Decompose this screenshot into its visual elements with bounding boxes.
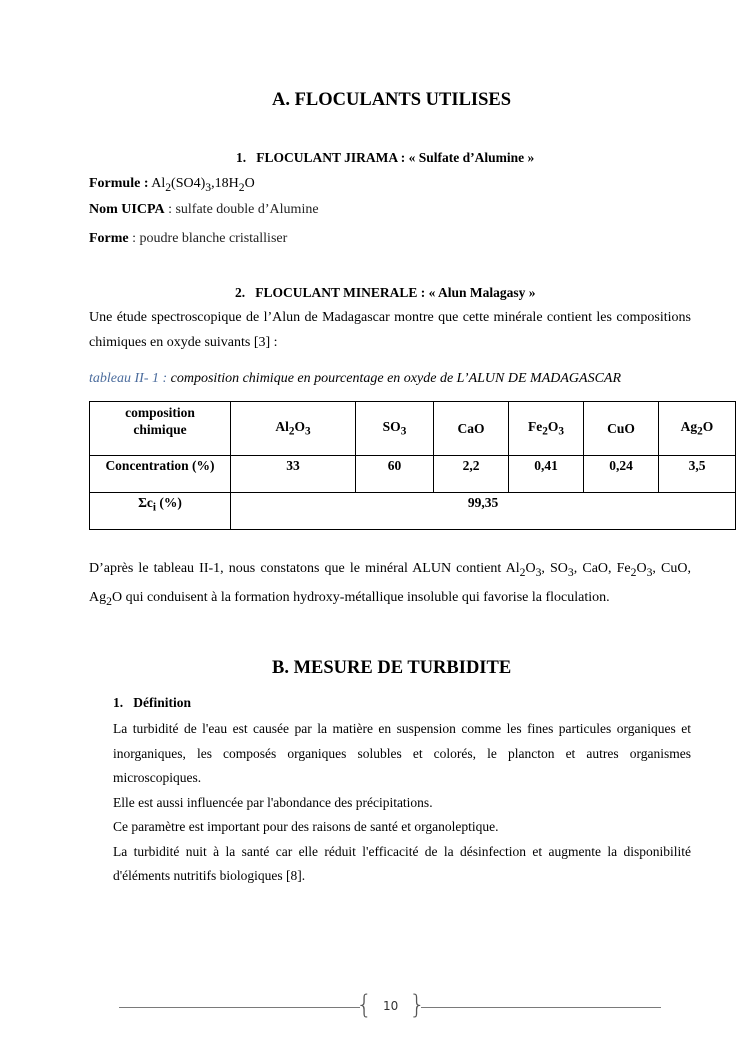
footer-rule-right: [421, 1007, 661, 1008]
formule-label: Formule :: [89, 176, 149, 191]
page-number: 10: [383, 999, 399, 1013]
concentration-label: Concentration (%): [90, 456, 231, 493]
nom-label: Nom UICPA: [89, 202, 165, 217]
definition-heading: 1. Définition: [113, 695, 192, 710]
concentration-value: 60: [356, 456, 434, 493]
nom-value: : sulfate double d’Alumine: [164, 202, 319, 217]
definition-paragraph: La turbidité nuit à la santé car elle réduit l'efficacité de la désinfection et augmente la disponibilité d'éléments nutritifs biologiques [8].: [113, 843, 691, 883]
table-row: [90, 456, 736, 493]
definition-body: [113, 717, 691, 889]
caption-label: tableau II- 1 :: [89, 371, 171, 386]
col-header-so3: $SO_3$: [356, 402, 434, 456]
table-caption: [89, 371, 621, 387]
caption-text: composition chimique en pourcentage en oxyde de L’ALUN DE MADAGASCAR: [170, 371, 622, 386]
concentration-value: 2,2: [434, 456, 509, 493]
forme-line: [89, 231, 287, 247]
col-header-cao: CaO: [434, 402, 509, 456]
sub2-heading: 2. FLOCULANT MINERALE : « Alun Malagasy »: [235, 285, 536, 300]
nom-line: [89, 202, 319, 218]
footer-brace-left: {: [356, 990, 373, 1020]
definition-paragraph: Elle est aussi influencée par l'abondance des précipitations.: [113, 794, 433, 810]
col-header-fe2o3: $Fe_2O_3$: [509, 402, 584, 456]
forme-value: : poudre blanche cristalliser: [128, 231, 288, 246]
formule-line: [89, 176, 255, 194]
sub2-intro: Une étude spectroscopique de l’Alun de Madagascar montre que cette minérale contient les compositions chimiques en oxyde suivants [3] :: [89, 310, 691, 350]
definition-paragraph: La turbidité de l'eau est causée par la matière en suspension comme les fines particules organiques et inorganiques, les composés organiques solubles et colorés, le plancton et autres organismes microscopiques.: [113, 721, 691, 785]
col-header-cuo: CuO: [584, 402, 659, 456]
table-row: [90, 493, 736, 530]
sum-value: 99,35: [231, 493, 736, 530]
forme-label: Forme: [89, 231, 129, 246]
concentration-value: 0,41: [509, 456, 584, 493]
footer-rule-left: [119, 1007, 360, 1008]
footer-brace-right: }: [409, 990, 426, 1020]
concentration-value: 0,24: [584, 456, 659, 493]
section-a-title: A. FLOCULANTS UTILISES: [272, 90, 512, 110]
table-header-row: [90, 402, 736, 456]
conclusion-paragraph: D’après le tableau II-1, nous constatons que le minéral ALUN contient $Al_2O_3$, $SO_3$, CaO, $Fe_2O_3$, CuO, $Ag_2O$ qui conduisent à la formation hydroxy-métallique insoluble qui favorise la floculation.: [89, 561, 691, 608]
sub1-heading: 1. FLOCULANT JIRAMA : « Sulfate d’Alumine »: [236, 150, 535, 165]
concentration-value: 33: [231, 456, 356, 493]
concentration-value: 3,5: [659, 456, 736, 493]
composition-table: [89, 401, 736, 530]
sum-label: $\Sigma c_i$ (%): [90, 493, 231, 530]
col-header-al2o3: $Al_2O_3$: [231, 402, 356, 456]
formule-value: $Al_2(SO4)_3,18H_2O$: [151, 176, 255, 194]
row-header-cell: composition chimique: [90, 402, 231, 456]
col-header-ag2o: $Ag_2O$: [659, 402, 736, 456]
definition-paragraph: Ce paramètre est important pour des raisons de santé et organoleptique.: [113, 819, 499, 834]
section-b-title: B. MESURE DE TURBIDITE: [272, 658, 512, 678]
